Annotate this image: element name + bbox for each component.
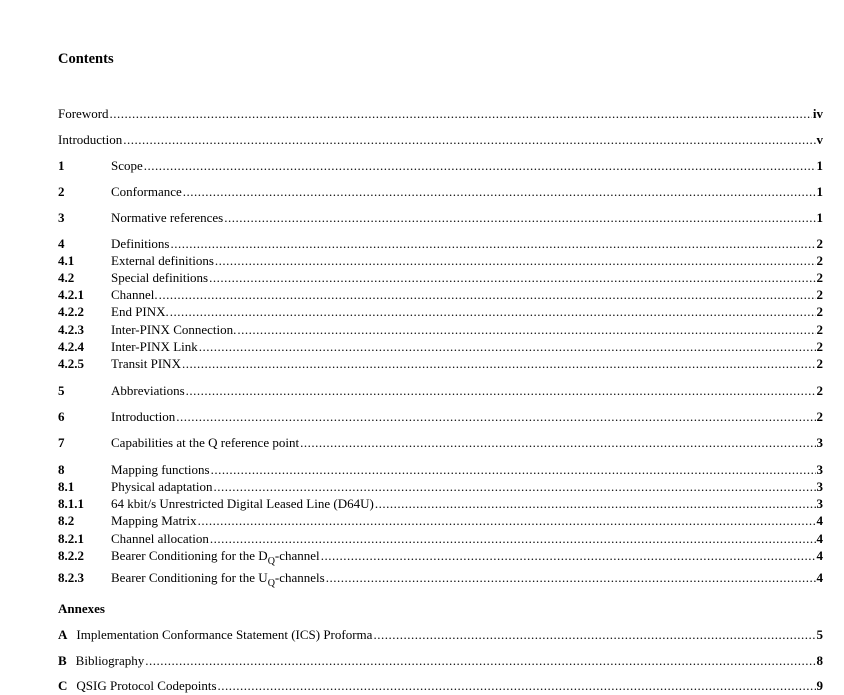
- toc-entry-label: 64 kbit/s Unrestricted Digital Leased Line (D64U): [111, 496, 374, 511]
- toc-entry-page: 3: [816, 479, 823, 494]
- toc-entry-page: 4: [816, 570, 823, 585]
- dot-leader: [170, 303, 816, 321]
- dot-leader: [326, 569, 816, 587]
- toc-entry-number: 4.2.4: [58, 339, 84, 354]
- toc-entry-page: 2: [816, 322, 823, 337]
- toc-entry-number: 4.2.5: [58, 356, 84, 371]
- toc-entry[interactable]: [58, 408, 823, 426]
- toc-entry-page: 3: [816, 435, 823, 450]
- toc-entry-label: Inter-PINX Connection.: [111, 322, 237, 337]
- dot-leader: [215, 252, 816, 270]
- toc-entry[interactable]: [58, 569, 823, 587]
- toc-entry[interactable]: [58, 235, 823, 253]
- toc-entry-page: 2: [816, 304, 823, 319]
- annex-letter: B: [58, 653, 67, 668]
- toc-entry[interactable]: [58, 286, 823, 304]
- toc-entry-number: 7: [58, 435, 65, 450]
- toc-entry-label: Channel.: [111, 287, 158, 302]
- toc-entry-label: Inter-PINX Link: [111, 339, 198, 354]
- toc-entry-page: 4: [816, 531, 823, 546]
- toc-entry-label: Mapping functions: [111, 462, 210, 477]
- toc-entry-label: Mapping Matrix: [111, 513, 197, 528]
- toc-entry[interactable]: [58, 434, 823, 452]
- dot-leader: [213, 478, 815, 496]
- toc-entry[interactable]: [58, 382, 823, 400]
- annex-page: 5: [816, 627, 823, 642]
- toc-entry-number: 4.2.2: [58, 304, 84, 319]
- toc-entry-number: 4.1: [58, 253, 75, 268]
- dot-leader: [300, 434, 815, 452]
- toc-entry-label: Introduction: [111, 409, 176, 424]
- dot-leader: [237, 321, 815, 339]
- toc-entry-label: Abbreviations: [111, 383, 185, 398]
- dot-leader: [171, 235, 816, 253]
- dot-leader: [224, 209, 815, 227]
- toc-entry[interactable]: [58, 547, 823, 565]
- annex-label: QSIG Protocol Codepoints: [76, 678, 217, 693]
- toc-entry-page: 2: [816, 383, 823, 398]
- label-text: Bearer Conditioning for the D: [111, 548, 268, 563]
- toc-entry-page: 2: [816, 270, 823, 285]
- toc-entry-page: 2: [816, 356, 823, 371]
- toc-entry-label: Scope: [111, 158, 143, 173]
- toc-entry-number: 8.1: [58, 479, 75, 494]
- toc-entry[interactable]: [58, 105, 823, 123]
- toc-entry-label: External definitions: [111, 253, 214, 268]
- toc-entry-label: Channel allocation: [111, 531, 209, 546]
- toc-entry[interactable]: [58, 183, 823, 201]
- toc-entry-number: 8.2.3: [58, 570, 84, 585]
- toc-entry-number: 4: [58, 236, 65, 251]
- toc-entry-number: 4.2: [58, 270, 75, 285]
- annex-label: Bibliography: [75, 653, 145, 668]
- toc-entry[interactable]: [58, 338, 823, 356]
- toc-entry-label: Normative references: [111, 210, 224, 225]
- contents-title: Contents: [58, 51, 114, 67]
- toc-entry-number: 6: [58, 409, 65, 424]
- dot-leader: [210, 530, 816, 548]
- dot-leader: [144, 157, 816, 175]
- toc-entry-page: 2: [816, 287, 823, 302]
- annex-page: 8: [816, 653, 823, 668]
- toc-entry-label: Introduction: [58, 132, 123, 147]
- toc-entry-page: 2: [816, 236, 823, 251]
- dot-leader: [211, 461, 816, 479]
- toc-entry[interactable]: [58, 495, 823, 513]
- toc-entry[interactable]: [58, 461, 823, 479]
- dot-leader: [218, 677, 816, 695]
- toc-entry-label: Conformance: [111, 184, 182, 199]
- dot-leader: [183, 183, 816, 201]
- toc-entry[interactable]: [58, 252, 823, 270]
- dot-leader: [186, 382, 816, 400]
- toc-entry-number: 4.2.3: [58, 322, 84, 337]
- toc-entry[interactable]: [58, 478, 823, 496]
- toc-entry-number: 3: [58, 210, 65, 225]
- toc-entry-number: 5: [58, 383, 65, 398]
- dot-leader: [321, 547, 816, 565]
- dot-leader: [373, 626, 815, 644]
- toc-entry-number: 2: [58, 184, 65, 199]
- dot-leader: [159, 286, 816, 304]
- dot-leader: [182, 355, 816, 373]
- annex-entry[interactable]: [58, 652, 823, 670]
- toc-entry-label: [111, 547, 320, 567]
- annex-letter: A: [58, 627, 68, 642]
- toc-entry-page: 2: [816, 253, 823, 268]
- toc-entry-page: 1: [816, 210, 823, 225]
- toc-entry-page: v: [816, 132, 823, 147]
- toc-entry-number: 8.2.1: [58, 531, 84, 546]
- dot-leader: [199, 338, 816, 356]
- toc-entry-number: 1: [58, 158, 65, 173]
- toc-entry-label: Foreword: [58, 106, 109, 121]
- toc-entry-page: iv: [812, 106, 823, 121]
- dot-leader: [123, 131, 815, 149]
- toc-entry-number: 4.2.1: [58, 287, 84, 302]
- toc-entry-number: 8: [58, 462, 65, 477]
- toc-entry-label: Capabilities at the Q reference point: [111, 435, 300, 450]
- label-text-suffix: -channel: [274, 548, 320, 563]
- toc-entry-page: 4: [816, 548, 823, 563]
- toc-entry-label: Special definitions: [111, 270, 209, 285]
- annex-entry[interactable]: [58, 677, 823, 695]
- toc-entry-page: 1: [816, 184, 823, 199]
- toc-entry[interactable]: [58, 157, 823, 175]
- subscript: Q: [267, 556, 275, 567]
- dot-leader: [176, 408, 815, 426]
- toc-entry-number: 8.1.1: [58, 496, 84, 511]
- dot-leader: [145, 652, 815, 670]
- toc-entry-label: Transit PINX: [111, 356, 181, 371]
- toc-entry-page: 4: [816, 513, 823, 528]
- dot-leader: [209, 269, 815, 287]
- dot-leader: [375, 495, 816, 513]
- toc-entry-label: Physical adaptation: [111, 479, 213, 494]
- toc-entry-label: [111, 569, 325, 589]
- dot-leader: [110, 105, 812, 123]
- toc-entry[interactable]: [58, 269, 823, 287]
- annex-letter: C: [58, 678, 68, 693]
- annex-entry[interactable]: [58, 626, 823, 644]
- toc-entry[interactable]: [58, 530, 823, 548]
- subscript: Q: [267, 578, 275, 589]
- toc-entry[interactable]: [58, 355, 823, 373]
- toc-entry[interactable]: [58, 131, 823, 149]
- toc-entry-page: 3: [816, 496, 823, 511]
- label-text: Bearer Conditioning for the U: [111, 570, 268, 585]
- toc-entry-page: 2: [816, 339, 823, 354]
- toc-entry-label: End PINX.: [111, 304, 169, 319]
- toc-entry[interactable]: [58, 303, 823, 321]
- label-text-suffix: -channels: [274, 570, 325, 585]
- toc-entry-page: 3: [816, 462, 823, 477]
- toc-entry-number: 8.2: [58, 513, 75, 528]
- toc-entry-page: 1: [816, 158, 823, 173]
- toc-entry-page: 2: [816, 409, 823, 424]
- toc-entry[interactable]: [58, 512, 823, 530]
- annex-page: 9: [816, 678, 823, 693]
- toc-entry[interactable]: [58, 209, 823, 227]
- toc-entry-number: 8.2.2: [58, 548, 84, 563]
- annex-label: Implementation Conformance Statement (ICS) Proforma: [76, 627, 373, 642]
- toc-entry-label: Definitions: [111, 236, 170, 251]
- annexes-heading: Annexes: [58, 601, 105, 616]
- toc-entry[interactable]: [58, 321, 823, 339]
- dot-leader: [198, 512, 816, 530]
